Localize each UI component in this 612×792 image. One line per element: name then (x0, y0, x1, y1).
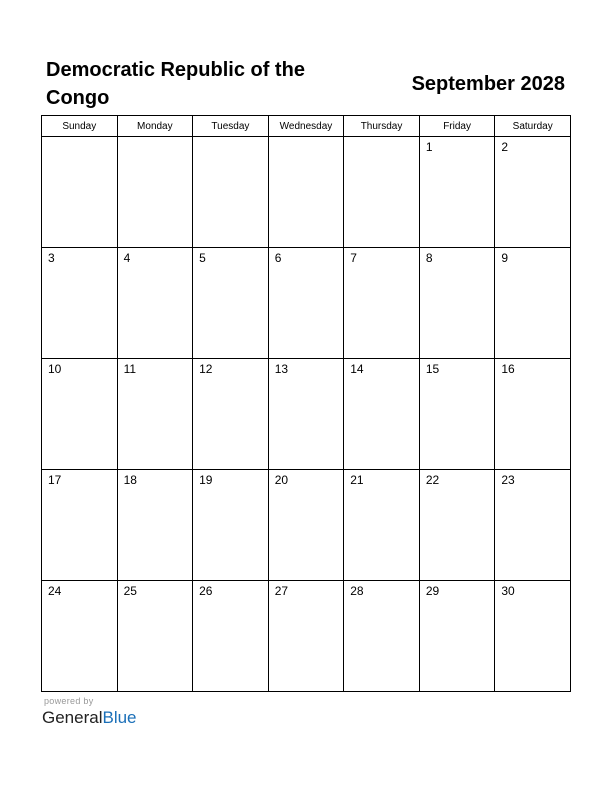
day-number: 10 (48, 362, 62, 376)
day-number: 3 (48, 251, 55, 265)
day-number: 23 (501, 473, 515, 487)
day-cell (344, 581, 420, 692)
calendar-grid (41, 115, 571, 692)
day-cell (419, 137, 495, 248)
day-number (118, 137, 193, 139)
day-number: 13 (274, 362, 289, 376)
day-number: 18 (123, 473, 137, 487)
brand-name-general: General (42, 708, 103, 727)
day-cell (193, 581, 269, 692)
day-number: 25 (123, 584, 137, 598)
day-cell (193, 248, 269, 359)
day-cell (495, 248, 571, 359)
day-number: 7 (350, 251, 357, 265)
week-row (42, 359, 571, 470)
day-cell (117, 470, 193, 581)
brand-logo[interactable] (42, 708, 137, 728)
day-number: 27 (274, 584, 289, 598)
day-cell (42, 470, 118, 581)
day-number: 24 (48, 584, 62, 598)
day-number (42, 137, 117, 139)
day-number: 15 (425, 362, 440, 376)
day-cell (495, 359, 571, 470)
day-number: 20 (274, 473, 289, 487)
day-number: 16 (501, 362, 515, 376)
weekday-header: Sunday (42, 116, 118, 137)
day-cell (268, 248, 344, 359)
day-cell (42, 359, 118, 470)
day-cell (42, 248, 118, 359)
day-cell (193, 359, 269, 470)
week-row (42, 470, 571, 581)
day-number: 5 (199, 251, 206, 265)
day-cell (42, 137, 118, 248)
day-cell (117, 137, 193, 248)
day-number: 28 (350, 584, 364, 598)
day-number: 1 (425, 140, 433, 154)
day-number: 30 (501, 584, 515, 598)
day-number: 8 (425, 251, 433, 265)
day-number: 17 (48, 473, 62, 487)
day-cell (495, 470, 571, 581)
day-cell (344, 137, 420, 248)
day-cell (419, 248, 495, 359)
day-cell (419, 470, 495, 581)
weekday-header: Thursday (344, 116, 420, 137)
day-number: 12 (199, 362, 213, 376)
weekday-header: Friday (419, 116, 495, 137)
day-cell (268, 359, 344, 470)
day-number: 4 (123, 251, 131, 265)
day-number: 19 (199, 473, 213, 487)
day-number (344, 137, 419, 139)
brand-name-blue: Blue (102, 708, 137, 727)
weekday-header: Tuesday (193, 116, 269, 137)
day-cell (495, 581, 571, 692)
day-cell (419, 359, 495, 470)
page-title-country: Democratic Republic of the Congo (46, 59, 305, 109)
day-number: 29 (425, 584, 440, 598)
day-number: 6 (274, 251, 282, 265)
day-cell (42, 581, 118, 692)
day-cell (268, 137, 344, 248)
week-row (42, 137, 571, 248)
day-cell (495, 137, 571, 248)
weekday-header-row (42, 116, 571, 137)
day-number: 22 (425, 473, 440, 487)
day-cell (193, 470, 269, 581)
day-cell (419, 581, 495, 692)
day-number: 11 (123, 362, 137, 376)
day-cell (117, 359, 193, 470)
day-number: 14 (350, 362, 364, 376)
day-number: 9 (501, 251, 509, 265)
day-number (193, 137, 268, 139)
week-row (42, 581, 571, 692)
day-cell (117, 248, 193, 359)
day-number: 26 (199, 584, 213, 598)
weekday-header: Wednesday (268, 116, 344, 137)
day-cell (344, 359, 420, 470)
day-number: 2 (501, 140, 509, 154)
weekday-header: Saturday (495, 116, 571, 137)
day-number: 21 (350, 473, 364, 487)
powered-by-label: powered by (44, 696, 94, 706)
week-row (42, 248, 571, 359)
day-cell (193, 137, 269, 248)
day-cell (344, 470, 420, 581)
day-cell (268, 470, 344, 581)
weekday-header: Monday (117, 116, 193, 137)
day-cell (344, 248, 420, 359)
day-cell (268, 581, 344, 692)
page-title-month: September 2028 (411, 73, 565, 95)
day-cell (117, 581, 193, 692)
day-number (269, 137, 344, 139)
